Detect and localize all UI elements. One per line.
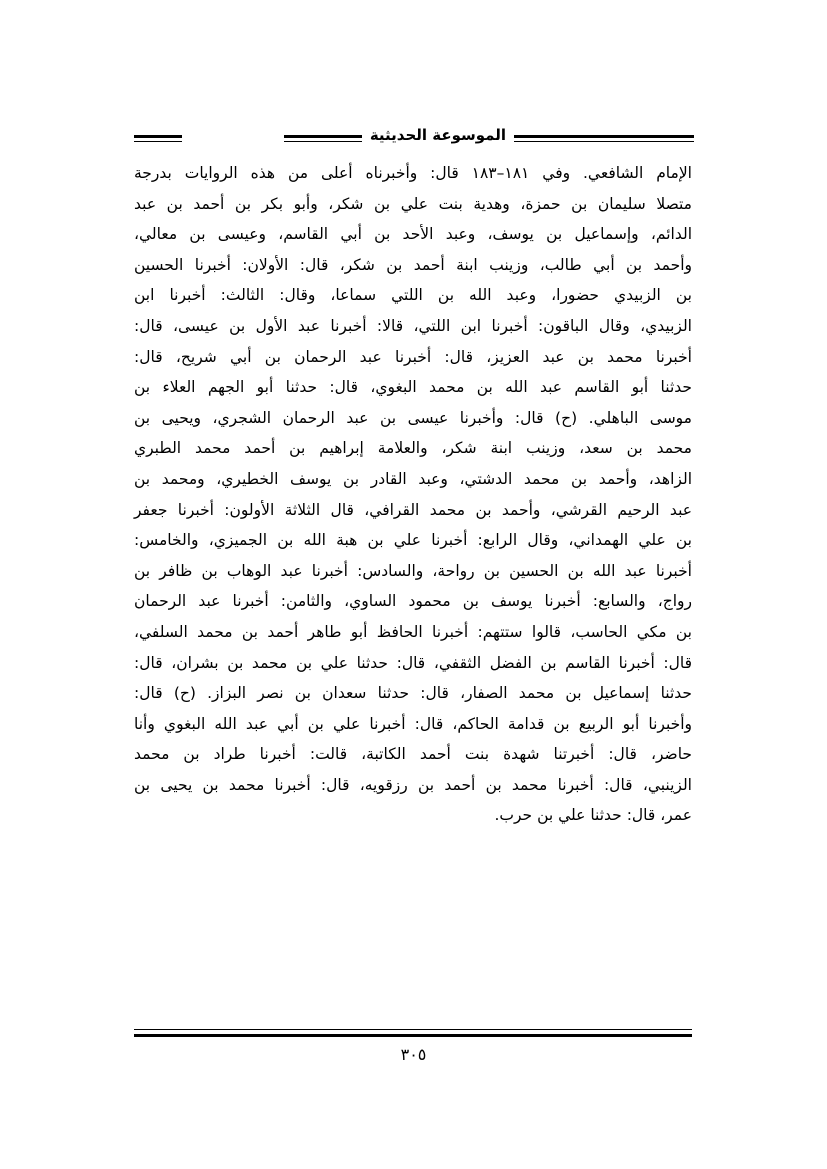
text-line: موسى الباهلي. (ح) قال: وأخبرنا عيسى بن عبد الرحمان الشجري، ويحيى بن: [134, 408, 692, 427]
text-line: الزبيدي، وقال الباقون: أخبرنا ابن اللتي، قالا: أخبرنا عبد الأول بن عيسى، قال:: [134, 316, 692, 335]
text-line: وأحمد بن أبي طالب، وزينب ابنة أحمد بن شكر، قال: الأولان: أخبرنا الحسين: [134, 255, 692, 274]
header-rule-short-thin: [134, 141, 182, 142]
text-line: الدائم، وإسماعيل بن يوسف، وعبد الأحد بن أبي القاسم، وعيسى بن معالي،: [134, 225, 692, 244]
text-line: الإمام الشافعي. وفي ١٨١–١٨٣ قال: وأخبرناه أعلى من هذه الروايات بدرجة: [134, 164, 692, 182]
footer-rule-thick: [134, 1034, 692, 1037]
text-line: حاضر، قال: أخبرتنا شهدة بنت أحمد الكاتبة، قالت: أخبرنا طراد بن محمد: [134, 745, 692, 764]
text-line: رواج، والسابع: أخبرنا يوسف بن محمود الساوي، والثامن: أخبرنا عبد الرحمان: [134, 592, 692, 611]
text-line: عبد الرحيم القرشي، وأحمد بن محمد القرافي، قال الثلاثة الأولون: أخبرنا جعفر: [134, 500, 692, 519]
text-line: أخبرنا عبد الله بن الحسين بن رواحة، والسادس: أخبرنا عبد الوهاب بن ظافر بن: [134, 561, 692, 580]
text-line: الزينبي، قال: أخبرنا محمد بن أحمد بن رزقويه، قال: أخبرنا محمد بن يحيى بن: [134, 775, 692, 794]
text-line: بن الزبيدي حضورا، وعبد الله بن اللتي سماعا، وقال: الثالث: أخبرنا ابن: [134, 286, 692, 305]
footer-rule-thin: [134, 1029, 692, 1030]
text-line: بن علي الهمداني، وقال الرابع: أخبرنا علي بن هبة الله بن الجميزي، والخامس:: [134, 531, 692, 550]
text-line: بن مكي الحاسب، قالوا ستتهم: أخبرنا الحافظ أبو طاهر أحمد بن محمد السلفي،: [134, 622, 692, 641]
text-line: حدثنا أبو القاسم عبد الله بن محمد البغوي، قال: حدثنا أبو الجهم العلاء بن: [134, 378, 692, 397]
page-number: ٣٠٥: [400, 1045, 427, 1064]
text-line: حدثنا إسماعيل بن محمد الصفار، قال: حدثنا سعدان بن نصر البزاز. (ح) قال:: [134, 684, 692, 703]
running-title: الموسوعة الحديثية: [362, 126, 514, 144]
text-line: الزاهد، وأحمد بن محمد الدشتي، وعبد القادر بن يوسف الخطيري، ومحمد بن: [134, 469, 692, 488]
body-text: [134, 158, 692, 831]
text-line: أخبرنا محمد بن عبد العزيز، قال: أخبرنا عبد الرحمان بن أبي شريح، قال:: [134, 347, 692, 366]
text-line: محمد بن سعد، وزينب ابنة شكر، والعلامة إبراهيم بن أحمد محمد الطبري: [134, 439, 692, 458]
text-line: قال: أخبرنا القاسم بن الفضل الثقفي، قال: حدثنا علي بن محمد بن بشران، قال:: [134, 653, 692, 672]
text-line: متصلا سليمان بن حمزة، وهدية بنت علي بن شكر، وأبو بكر بن أحمد بن عبد: [134, 194, 692, 213]
header-rule-short: [134, 135, 182, 138]
page-header: [134, 122, 694, 152]
text-line: وأخبرنا أبو الربيع بن قدامة الحاكم، قال: أخبرنا علي بن أبي عبد الله البغوي وأنا: [134, 714, 692, 733]
text-line: عمر، قال: حدثنا علي بن حرب.: [494, 806, 692, 825]
